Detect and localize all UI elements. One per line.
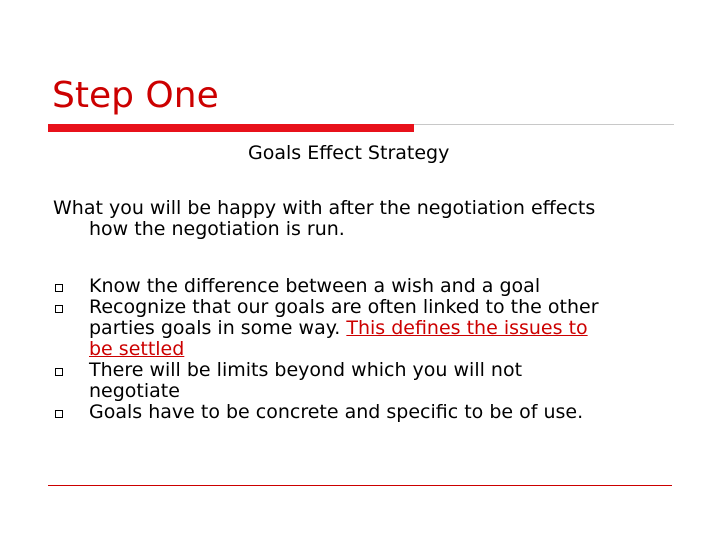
intro-line-2: how the negotiation is run. [89, 218, 345, 240]
issues-link[interactable]: be settled [89, 338, 185, 360]
bullet-text: Goals have to be concrete and specific to be of use. [89, 401, 584, 423]
bullet-text: There will be limits beyond which you will not [89, 359, 523, 381]
bullet-item [52, 402, 672, 423]
bullet-text: negotiate [89, 380, 180, 402]
intro-paragraph [53, 198, 673, 240]
bullet-text: Recognize that our goals are often linked to the other [89, 296, 599, 318]
title-accent-bar [48, 124, 414, 132]
square-bullet-icon [55, 410, 63, 418]
square-bullet-icon [55, 284, 63, 292]
square-bullet-icon [55, 368, 63, 376]
bullet-text: Know the difference between a wish and a goal [89, 275, 541, 297]
bullet-item [52, 297, 672, 360]
intro-line-1: What you will be happy with after the negotiation effects [53, 197, 596, 219]
square-bullet-icon [55, 305, 63, 313]
bullet-item [52, 276, 672, 297]
slide-title: Step One [52, 75, 219, 116]
bullet-text: parties goals in some way. [89, 317, 347, 339]
issues-link[interactable]: This defines the issues to [346, 317, 588, 339]
title-divider [414, 124, 674, 125]
bullet-list [52, 276, 672, 423]
bullet-item [52, 360, 672, 402]
footer-divider [48, 485, 672, 486]
slide-subtitle: Goals Effect Strategy [248, 142, 450, 164]
